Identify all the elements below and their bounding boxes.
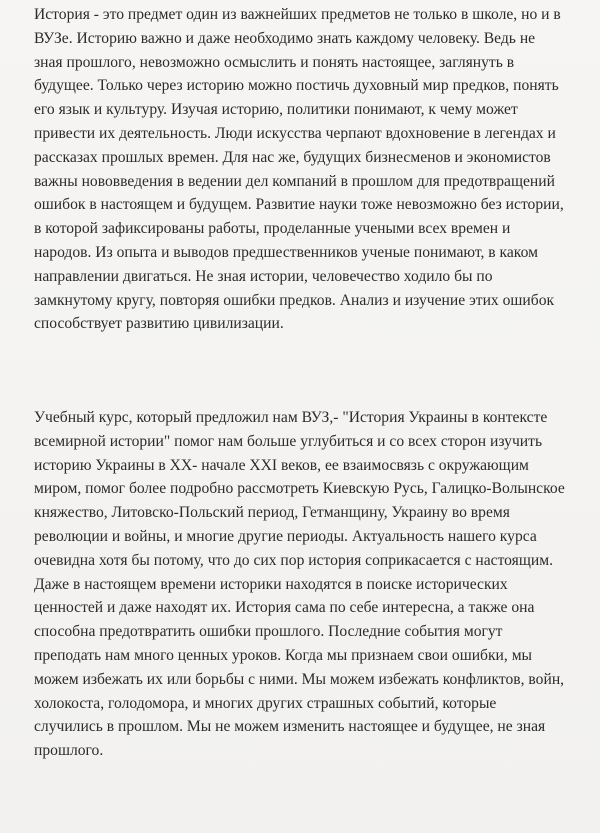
paragraph-line: революции и войны, и многие другие периоды. Актуальность нашего курса (34, 527, 537, 545)
paragraph-line: всемирной истории" помог нам больше углубиться и со всех сторон изучить (34, 432, 543, 450)
paragraph-line: холокоста, голодомора, и многих других страшных событий, которые (34, 694, 497, 712)
paragraph-2 (34, 406, 600, 763)
paragraph-line: миром, помог более подробно рассмотреть Киевскую Русь, Галицко-Волынское (34, 480, 565, 498)
paragraph-line: привести их деятельность. Люди искусства черпают вдохновение в легендах и (34, 124, 556, 142)
paragraph-line: народов. Из опыта и выводов предшественников ученые понимают, в каком (34, 243, 538, 261)
paragraph-line: можем избежать их или борьбы с ними. Мы можем избежать конфликтов, войн, (34, 670, 565, 688)
paragraph-line: ошибок в настоящем и будущем. Развитие науки тоже невозможно без истории, (34, 196, 564, 214)
paragraph-line: способствует развитию цивилизации. (34, 315, 284, 333)
paragraph-line: Учебный курс, который предложил нам ВУЗ,- "История Украины в контексте (34, 409, 548, 426)
paragraph-line: в которой зафиксированы работы, проделанные учеными всех времен и (34, 220, 511, 238)
paragraph-line: важны нововведения в ведении дел компаний в прошлом для предотвращений (34, 172, 555, 190)
paragraph-line: рассказах прошлых времен. Для нас же, будущих бизнесменов и экономистов (34, 148, 551, 166)
paragraph-line: княжество, Литовско-Польский период, Гетманщину, Украину во время (34, 504, 510, 522)
paragraph-line: способна предотвратить ошибки прошлого. Последние события могут (34, 623, 503, 641)
paragraph-line: замкнутому кругу, повторяя ошибки предков. Анализ и изучение этих ошибок (34, 291, 555, 309)
paragraph-line: историю Украины в XX- начале XXI веков, ее взаимосвязь с окружающим (34, 456, 529, 474)
paragraph-1 (34, 3, 600, 336)
paragraph-line: будущее. Только через историю можно постичь духовный мир предков, понять (34, 77, 559, 95)
paragraph-line: Даже в настоящем времени историки находятся в поиске исторических (34, 575, 508, 593)
paragraph-line: История - это предмет один из важнейших предметов не только в школе, но и в (34, 6, 561, 23)
paragraph-line: ВУЗе. Историю важно и даже необходимо знать каждому человеку. Ведь не (34, 29, 536, 47)
paragraph-line: очевидна хотя бы потому, что до сих пор история соприкасается с настоящим. (34, 551, 553, 569)
paragraph-line: преподать нам много ценных уроков. Когда мы признаем свои ошибки, мы (34, 646, 533, 664)
paragraph-line: зная прошлого, невозможно осмыслить и понять настоящее, заглянуть в (34, 53, 515, 71)
paragraph-line: ценностей и даже находят их. История сама по себе интересна, а также она (34, 599, 535, 617)
paragraph-line: его язык и культуру. Изучая историю, политики понимают, к чему может (34, 101, 518, 119)
paragraph-line: случились в прошлом. Мы не можем изменить настоящее и будущее, не зная (34, 718, 546, 736)
paragraph-line: направлении двигаться. Не зная истории, человечество ходило бы по (34, 267, 493, 285)
paragraph-line: прошлого. (34, 742, 104, 760)
